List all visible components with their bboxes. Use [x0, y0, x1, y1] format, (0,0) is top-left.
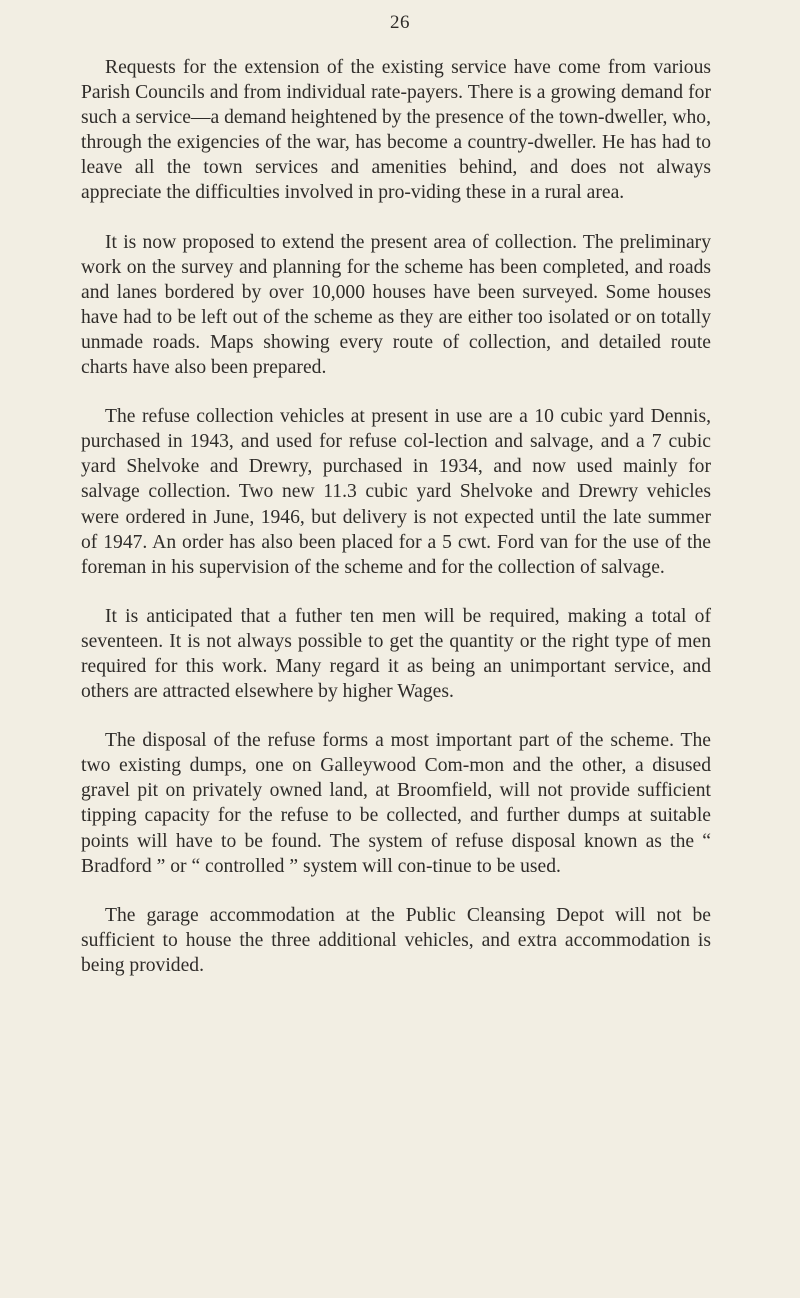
paragraph-collection-vehicles: The refuse collection vehicles at present in use are a 10 cubic yard Dennis, purchased in 1943, and used for refuse col-lection and salvage, and a 7 cubic yard Shelvoke and Drewry, purchased in 1934, and now used mainly for salvage collection. Two new 11.3 cubic yard Shelvoke and Drewry vehicles were ordered in June, 1946, but delivery is not expected until the late summer of 1947. An order has also been placed for a 5 cwt. Ford van for the use of the foreman in his supervision of the scheme and for the collection of salvage. — [81, 406, 711, 578]
paragraph-extension-requests: Requests for the extension of the existing service have come from various Parish Councils and from individual rate-payers. There is a growing demand for such a service—a demand heightened by the presence of the town-dweller, who, through the exigencies of the war, has become a country-dweller. He has had to leave all the town services and amenities behind, and does not always appreciate the difficulties involved in pro-viding these in a rural area. — [81, 57, 711, 204]
paragraph-staffing: It is anticipated that a futher ten men will be required, making a total of seventeen. It is not always possible to get the quantity or the right type of men required for this work. Many regard it as being an unimportant service, and others are attracted elsewhere by higher Wages. — [81, 605, 711, 703]
paragraph-refuse-disposal: The disposal of the refuse forms a most important part of the scheme. The two existing dumps, one on Galleywood Com-mon and the other, a disused gravel pit on privately owned land, at Broomfield, will not provide sufficient tipping capacity for the refuse to be collected, and further dumps at suitable points will have to be found. The system of refuse disposal known as the “ Bradford ” or “ controlled ” system will con-tinue to be used. — [81, 730, 711, 877]
paragraph-garage-accommodation: The garage accommodation at the Public Cleansing Depot will not be sufficient to house the three additional vehicles, and extra accommodation is being provided. — [81, 904, 711, 976]
paragraph-collection-area: It is now proposed to extend the present area of collection. The preliminary work on the survey and planning for the scheme has been completed, and roads and lanes bordered by over 10,000 houses have been surveyed. Some houses have had to be left out of the scheme as they are either too isolated or on totally unmade roads. Maps showing every route of collection, and detailed route charts have also been prepared. — [81, 231, 711, 379]
page-number: 26 — [390, 12, 410, 33]
body-text — [81, 55, 711, 1002]
